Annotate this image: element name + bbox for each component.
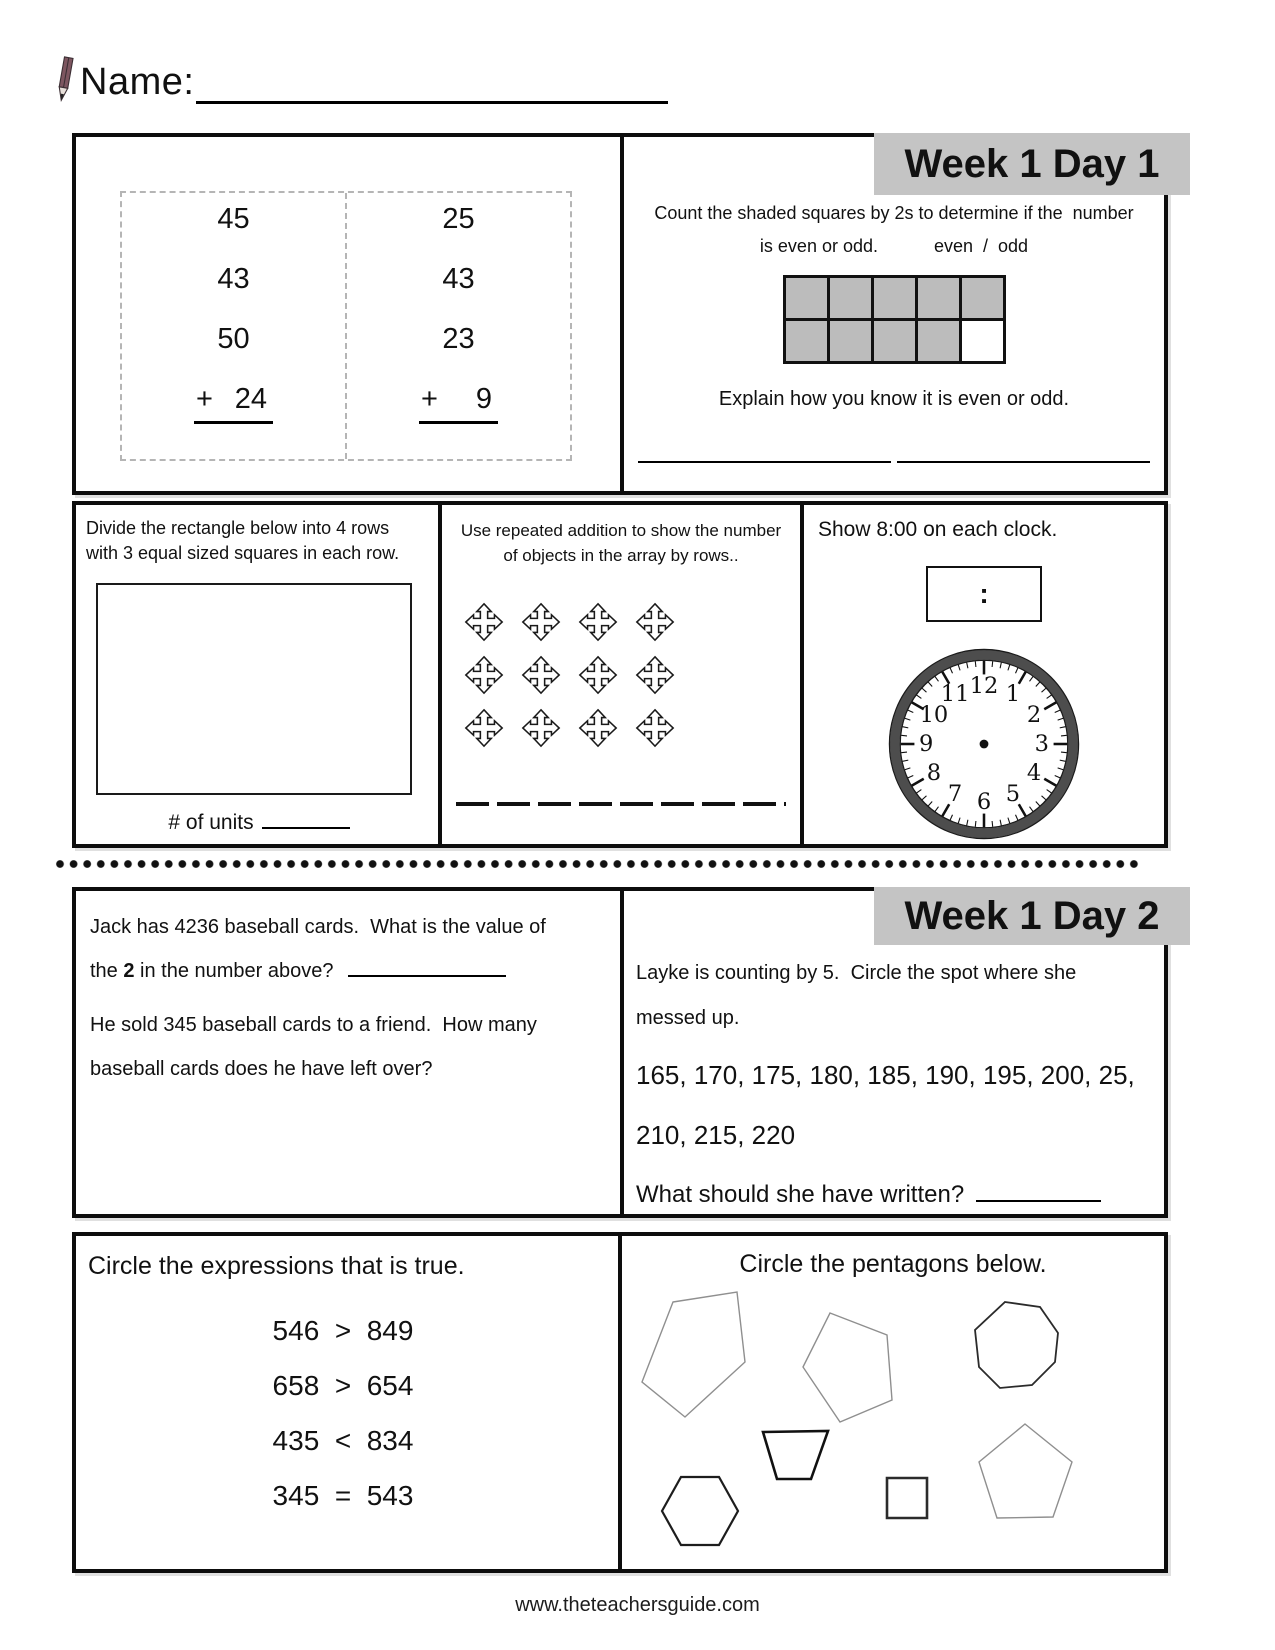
four-way-arrow-icon	[578, 602, 618, 642]
svg-text:6: 6	[976, 788, 992, 815]
addition-final-row	[419, 383, 498, 424]
four-way-arrow-icon	[578, 655, 618, 695]
array-prompt-line1: Use repeated addition to show the number	[460, 521, 782, 540]
addend: 43	[217, 263, 250, 295]
svg-text:9: 9	[919, 731, 934, 757]
analog-clock[interactable]	[804, 646, 1164, 847]
expression-item[interactable]: 345 = 543	[272, 1480, 414, 1511]
baseball-q1-text2: in the number above?	[134, 960, 334, 982]
shape-trapezoid[interactable]	[763, 1431, 828, 1479]
addend: 25	[442, 203, 475, 235]
units-label: # of units	[168, 811, 254, 834]
even-odd-instruction-line2: is even or odd.	[759, 236, 878, 256]
four-way-arrow-icon	[521, 655, 561, 695]
grid-square-empty	[962, 321, 1003, 361]
four-way-arrow-icon	[635, 655, 675, 695]
grid-square-shaded	[874, 321, 915, 361]
counting-sequence-line2[interactable]: 210, 215, 220	[636, 1120, 796, 1150]
expressions-prompt: Circle the expressions that is true.	[88, 1252, 465, 1280]
counting-question: What should she have written?	[636, 1181, 965, 1208]
divide-prompt-line2: with 3 equal sized squares in each row.	[86, 543, 400, 563]
day1-bottom-row	[72, 501, 1168, 848]
name-input-line[interactable]	[196, 61, 668, 104]
four-way-arrow-icon	[521, 602, 561, 642]
shape-pentagon-irregular-large[interactable]	[642, 1292, 745, 1417]
grid-square-shaded	[786, 278, 827, 318]
day2-header: Week 1 Day 2	[874, 887, 1190, 945]
baseball-q1-answer-line[interactable]	[348, 975, 506, 977]
day2-bottom-row	[72, 1232, 1168, 1573]
explain-prompt: Explain how you know it is even or odd.	[718, 388, 1070, 410]
four-way-arrow-icon	[464, 602, 504, 642]
expression-item[interactable]: 435 < 834	[272, 1425, 414, 1456]
shape-hexagon[interactable]	[662, 1477, 738, 1545]
addend: 43	[442, 263, 475, 295]
day1-top-row	[72, 133, 1168, 495]
pentagons-panel	[622, 1236, 1164, 1569]
addition-problems-panel	[76, 137, 624, 491]
array-prompt-line2: of objects in the array by rows..	[503, 546, 739, 565]
shape-octagon[interactable]	[975, 1302, 1058, 1388]
divide-rectangle-panel	[76, 505, 442, 844]
svg-text:4: 4	[1026, 759, 1042, 786]
dotted-separator	[55, 858, 1141, 870]
expressions-panel	[76, 1236, 622, 1569]
expression-item[interactable]: 546 > 849	[272, 1315, 414, 1346]
addition-final-row	[194, 383, 273, 424]
svg-text:3: 3	[1034, 731, 1049, 757]
addition-dashed-box	[120, 191, 572, 461]
even-odd-grid	[783, 275, 1006, 364]
shapes-canvas	[622, 1236, 1164, 1569]
four-way-arrow-icon	[635, 602, 675, 642]
svg-text:11: 11	[940, 680, 970, 707]
four-way-arrow-icon	[635, 708, 675, 748]
four-way-arrow-icon	[578, 708, 618, 748]
even-odd-panel	[624, 137, 1164, 491]
grid-square-shaded	[918, 278, 959, 318]
svg-text:10: 10	[919, 702, 949, 729]
shape-square[interactable]	[887, 1478, 927, 1518]
baseball-bold-digit: 2	[123, 960, 135, 982]
day2-top-row	[72, 887, 1168, 1218]
analog-clock-face	[886, 646, 1082, 842]
grid-square-shaded	[962, 278, 1003, 318]
addend: 50	[217, 323, 250, 355]
footer-url: www.theteachersguide.com	[515, 1594, 760, 1616]
divide-prompt-line1: Divide the rectangle below into 4 rows	[86, 518, 390, 538]
addend: 45	[217, 203, 250, 235]
explain-answer-line[interactable]	[638, 451, 1150, 463]
pencil-icon	[52, 54, 78, 104]
grid-square-shaded	[830, 278, 871, 318]
addend: 23	[442, 323, 475, 355]
counting-prompt-line1: Layke is counting by 5. Circle the spot where she	[636, 962, 1077, 984]
grid-square-shaded	[786, 321, 827, 361]
four-way-arrow-icon	[521, 708, 561, 748]
addend: 9	[475, 383, 492, 415]
baseball-problem-panel	[76, 891, 624, 1214]
baseball-q2-line1: He sold 345 baseball cards to a friend. How many	[90, 1014, 537, 1036]
counting-prompt-line2: messed up.	[636, 1007, 740, 1029]
clock-panel	[804, 505, 1164, 844]
even-odd-choice[interactable]: even / odd	[934, 236, 1029, 256]
addend: 24	[234, 383, 267, 415]
counting-answer-line[interactable]	[976, 1200, 1101, 1202]
svg-text:8: 8	[926, 759, 942, 786]
shape-pentagon-rotated[interactable]	[803, 1313, 892, 1422]
plus-operator: +	[421, 383, 438, 415]
baseball-q1-text: the	[90, 960, 124, 982]
name-label: Name:	[80, 61, 195, 103]
svg-text:5: 5	[1005, 781, 1021, 808]
svg-text:12: 12	[969, 673, 999, 700]
counting-sequence-line1[interactable]: 165, 170, 175, 180, 185, 190, 195, 200, 25,	[636, 1060, 1135, 1090]
svg-text:2: 2	[1026, 702, 1042, 729]
digital-clock-colon: :	[979, 578, 989, 609]
expression-item[interactable]: 658 > 654	[272, 1370, 414, 1401]
baseball-q1-line1: Jack has 4236 baseball cards. What is the value of	[90, 916, 546, 938]
units-answer-line[interactable]	[262, 827, 350, 829]
clock-center-dot	[980, 740, 989, 749]
even-odd-instruction-line1: Count the shaded squares by 2s to determine if the number	[654, 203, 1134, 223]
empty-rectangle[interactable]	[96, 583, 412, 795]
grid-square-shaded	[874, 278, 915, 318]
counting-problem-panel	[624, 891, 1164, 1214]
baseball-q1-line2	[90, 949, 620, 993]
shape-pentagon-regular[interactable]	[979, 1424, 1072, 1518]
plus-operator: +	[196, 383, 213, 415]
object-array	[464, 602, 675, 748]
digital-clock[interactable]	[926, 566, 1042, 622]
name-row	[52, 54, 668, 104]
grid-square-shaded	[830, 321, 871, 361]
addition-problem-1[interactable]	[122, 193, 345, 459]
svg-text:7: 7	[947, 781, 963, 808]
baseball-q2-line2: baseball cards does he have left over?	[90, 1058, 433, 1080]
repeated-addition-panel	[442, 505, 804, 844]
day1-header: Week 1 Day 1	[874, 133, 1190, 195]
repeated-addition-answer-line[interactable]	[456, 802, 786, 806]
clock-prompt: Show 8:00 on each clock.	[818, 518, 1058, 541]
addition-problem-2[interactable]	[345, 193, 570, 459]
four-way-arrow-icon	[464, 655, 504, 695]
pentagons-prompt: Circle the pentagons below.	[739, 1250, 1047, 1278]
grid-square-shaded	[918, 321, 959, 361]
four-way-arrow-icon	[464, 708, 504, 748]
svg-text:1: 1	[1005, 680, 1021, 707]
